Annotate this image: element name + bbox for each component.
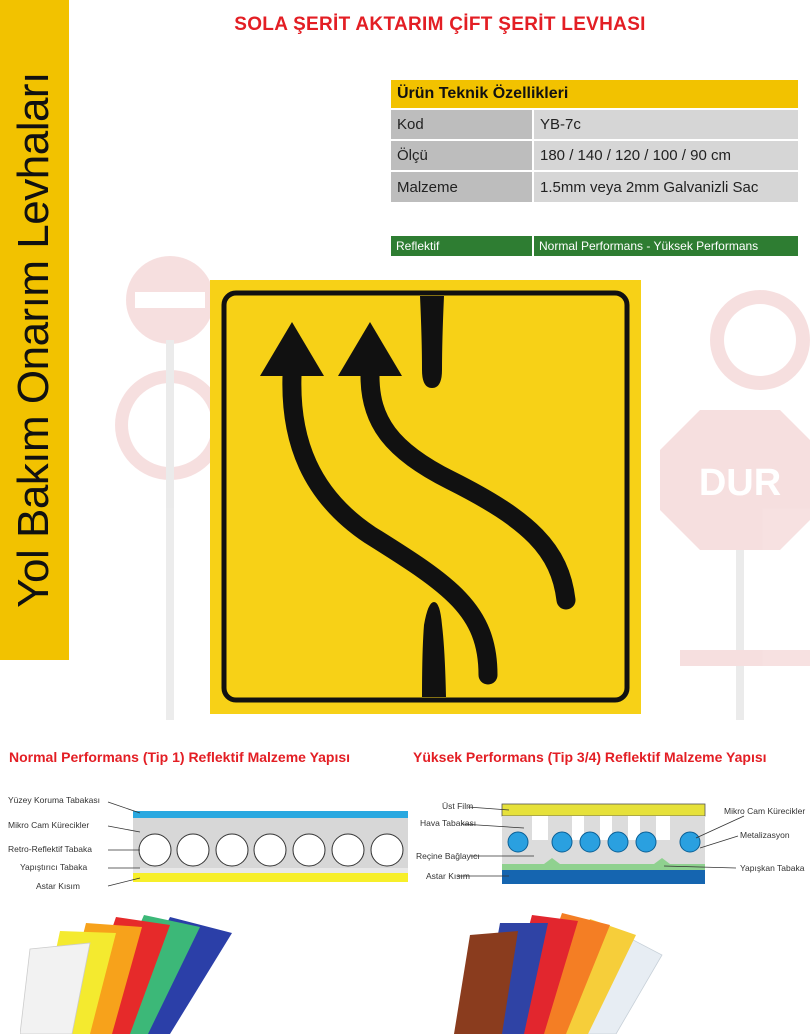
spec-table — [391, 80, 798, 202]
spec-value: 180 / 140 / 120 / 100 / 90 cm — [533, 140, 798, 171]
normal-label: Retro-Reflektif Tabaka — [8, 844, 92, 854]
spec-row — [391, 109, 798, 140]
side-banner-text: Yol Bakım Onarım Levhaları — [9, 72, 58, 608]
background-sign-text: DUR — [698, 462, 782, 504]
high-performance-heading: Yüksek Performans (Tip 3/4) Reflektif Malzeme Yapısı — [413, 749, 767, 765]
lane-divider-top — [420, 296, 444, 388]
spec-value: YB-7c — [533, 109, 798, 140]
page-title: SOLA ŞERİT AKTARIM ÇİFT ŞERİT LEVHASI — [234, 14, 646, 35]
spec-label: Kod — [391, 109, 533, 140]
normal-label: Mikro Cam Kürecikler — [8, 820, 90, 830]
high-label: Hava Tabakası — [420, 818, 477, 828]
high-label: Reçine Bağlayıcı — [416, 851, 480, 861]
high-label: Üst Film — [442, 801, 474, 811]
reflektif-value: Normal Performans - Yüksek Performans — [534, 236, 798, 256]
spec-row — [391, 140, 798, 171]
normal-label: Yapıştırıcı Tabaka — [20, 862, 88, 872]
high-label: Mikro Cam Kürecikler — [724, 806, 806, 816]
spec-table-header: Ürün Teknik Özellikleri — [391, 80, 798, 109]
high-label: Astar Kısım — [426, 871, 470, 881]
normal-label: Yüzey Koruma Tabakası — [8, 795, 100, 805]
high-label: Metalizasyon — [740, 830, 790, 840]
normal-performance-diagram — [8, 780, 408, 892]
normal-label: Astar Kısım — [36, 881, 80, 891]
high-sheet-samples — [440, 905, 670, 1034]
spec-row — [391, 171, 798, 202]
spec-value: 1.5mm veya 2mm Galvanizli Sac — [533, 171, 798, 202]
normal-sheet-samples — [20, 905, 250, 1034]
high-performance-diagram — [414, 780, 810, 892]
normal-performance-heading: Normal Performans (Tip 1) Reflektif Malzeme Yapısı — [9, 749, 351, 765]
high-label: Yapışkan Tabaka — [740, 863, 805, 873]
spec-label: Malzeme — [391, 171, 533, 202]
spec-label: Ölçü — [391, 140, 533, 171]
lane-shift-sign — [210, 280, 641, 714]
side-banner — [0, 0, 69, 660]
reflektif-label: Reflektif — [391, 236, 534, 256]
